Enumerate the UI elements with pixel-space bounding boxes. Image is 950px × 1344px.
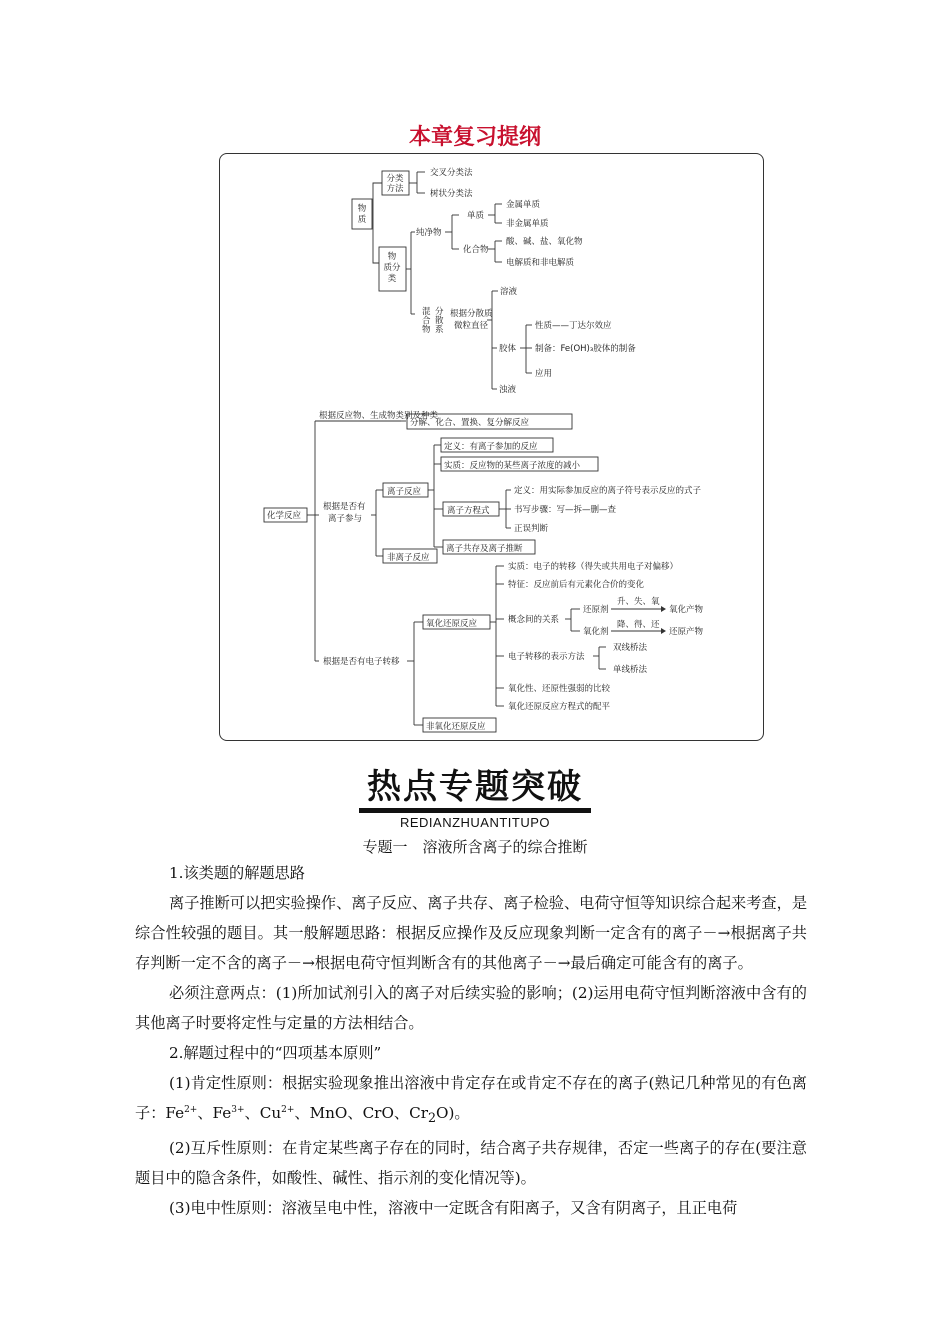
node-wuzhi-fenlei-3: 类 — [387, 274, 397, 284]
node-jiaocha: 交叉分类法 — [430, 168, 473, 178]
node-fensanxi-2: 散 — [435, 316, 444, 326]
node-gainian: 概念间的关系 — [508, 615, 560, 625]
node-dingyi1: 定义：有离子参加的反应 — [444, 442, 538, 452]
node-jinshu: 金属单质 — [506, 200, 541, 210]
node-danxian: 单线桥法 — [613, 665, 648, 675]
paragraph-4: (2)互斥性原则：在肯定某些离子存在的同时，结合离子共存规律，否定一些离子的存在(要注意题目中的隐含条件，如酸性、碱性、指示剂的变化情况等)。 — [135, 1139, 807, 1188]
node-lizi-fangcheng: 离子方程式 — [447, 506, 490, 516]
node-fensanxi-3: 系 — [435, 325, 444, 335]
node-jiang: 降、得、还 — [617, 620, 660, 630]
node-sizhong: 分解、化合、置换、复分解反应 — [410, 418, 530, 428]
node-zhengwu: 正误判断 — [514, 524, 549, 534]
node-dingyi2: 定义：用实际参加反应的离子符号表示反应的式子 — [514, 486, 702, 496]
node-suanjian: 酸、碱、盐、氧化物 — [506, 237, 583, 247]
node-chunjingwu: 纯净物 — [416, 228, 442, 238]
node-genju-lizi-2: 离子参与 — [328, 514, 363, 524]
node-hunhewu-1: 混 — [422, 307, 431, 317]
node-peiping: 氧化还原反应方程式的配平 — [508, 702, 611, 712]
section-heading-2: 2.解题过程中的“四项基本原则” — [169, 1044, 382, 1062]
node-genju-zhijing-1: 根据分散质 — [450, 309, 493, 319]
node-tezheng: 特征：反应前后有元素化合价的变化 — [508, 580, 645, 590]
node-hunhewu-2: 合 — [422, 316, 431, 326]
node-shizhi2: 实质：电子的转移（得失或共用电子对偏移） — [508, 562, 679, 572]
topic-heading: 专题一 溶液所含离子的综合推断 — [362, 838, 588, 856]
node-yanghua-chanwu: 氧化产物 — [669, 605, 704, 615]
node-huaxue-fanying: 化学反应 — [267, 511, 302, 521]
node-genju-dianzi: 根据是否有电子转移 — [323, 657, 400, 667]
paragraph-5: (3)电中性原则：溶液呈电中性，溶液中一定既含有阳离子，又含有阴离子，且正电荷 — [169, 1199, 738, 1218]
node-dianjiezhi: 电解质和非电解质 — [506, 258, 575, 268]
node-shizhi1: 实质：反应物的某些离子浓度的减小 — [444, 461, 581, 471]
paragraph-2: 必须注意两点：(1)所加试剂引入的离子对后续实验的影响；(2)运用电荷守恒判断溶液中含有的其他离子时要将定性与定量的方法相结合。 — [135, 984, 807, 1032]
paragraph-1: 离子推断可以把实验操作、离子反应、离子共存、离子检验、电荷守恒等知识综合起来考查，是综合性较强的题目。其一般解题思路：根据反应操作及反应现象判断一定含有的离子－→根据离子共存判断一定不含的离子－→根据电荷守恒判断含有的其他离子－→最后确定可能含有的离子。 — [135, 894, 807, 972]
node-huanyuanji: 还原剂 — [583, 605, 609, 615]
node-fei-lizi: 非离子反应 — [387, 553, 430, 563]
concept-map — [219, 153, 764, 741]
node-jiaoti: 胶体 — [499, 344, 517, 354]
node-danzhi: 单质 — [467, 211, 485, 221]
node-fenlei-1: 分类 — [386, 174, 404, 184]
node-fensanxi-1: 分 — [435, 307, 444, 317]
node-yingyong: 应用 — [535, 369, 553, 379]
section-heading-1: 1.该类题的解题思路 — [169, 864, 305, 882]
hot-topics-banner — [0, 768, 950, 830]
body-text — [135, 858, 807, 1223]
node-shuangxian: 双线桥法 — [613, 643, 648, 653]
node-fenlei-2: 方法 — [386, 184, 404, 194]
node-rongye: 溶液 — [500, 287, 518, 297]
node-biaoshi: 电子转移的表示方法 — [508, 652, 585, 662]
node-yanghuaji: 氧化剂 — [583, 627, 609, 637]
node-lizi-fanying: 离子反应 — [387, 487, 422, 497]
node-huanyuan-chanwu: 还原产物 — [669, 627, 704, 637]
node-wuzhi-1: 物 — [357, 204, 367, 214]
node-bijiao: 氧化性、还原性强弱的比较 — [508, 684, 611, 694]
node-shuzhuang: 树状分类法 — [430, 189, 473, 199]
node-wuzhi-2: 质 — [357, 215, 367, 225]
node-shuxie: 书写步骤：写—拆—删—查 — [514, 505, 617, 515]
node-genju-lizi-1: 根据是否有 — [323, 502, 366, 512]
node-gongcun: 离子共存及离子推断 — [446, 544, 523, 554]
node-wuzhi-fenlei-2: 质分 — [383, 263, 401, 273]
node-xingzhi: 性质——丁达尔效应 — [535, 321, 612, 331]
node-genju-fanyingwu: 根据反应物、生成物类别及种类 — [319, 411, 439, 421]
node-huahewu: 化合物 — [463, 245, 489, 255]
node-zhuoye: 浊液 — [499, 385, 517, 395]
paragraph-3: (1)肯定性原则：根据实验现象推出溶液中肯定存在或肯定不存在的离子(熟记几种常见的有色离子：$Fe^{2+}$、$Fe^{3+}$、$Cu^{2+}$、MnO、CrO、$Cr_2O$)。 — [135, 1074, 807, 1126]
banner-title: 热点专题突破 — [359, 768, 591, 813]
node-wuzhi-fenlei-1: 物 — [387, 252, 397, 262]
node-fei-yanghua: 非氧化还原反应 — [426, 722, 486, 732]
node-sheng: 升、失、氧 — [617, 597, 660, 607]
banner-subtitle: REDIANZHUANTITUPO — [399, 815, 551, 830]
node-hunhewu-3: 物 — [422, 325, 431, 335]
node-yanghua-huanyuan: 氧化还原反应 — [426, 619, 478, 629]
node-zhibei: 制备：Fe(OH)₃胶体的制备 — [535, 344, 636, 354]
node-feijinshu: 非金属单质 — [506, 219, 549, 229]
page-title: 本章复习提纲 — [408, 125, 541, 150]
node-genju-zhijing-2: 微粒直径 — [454, 321, 489, 331]
